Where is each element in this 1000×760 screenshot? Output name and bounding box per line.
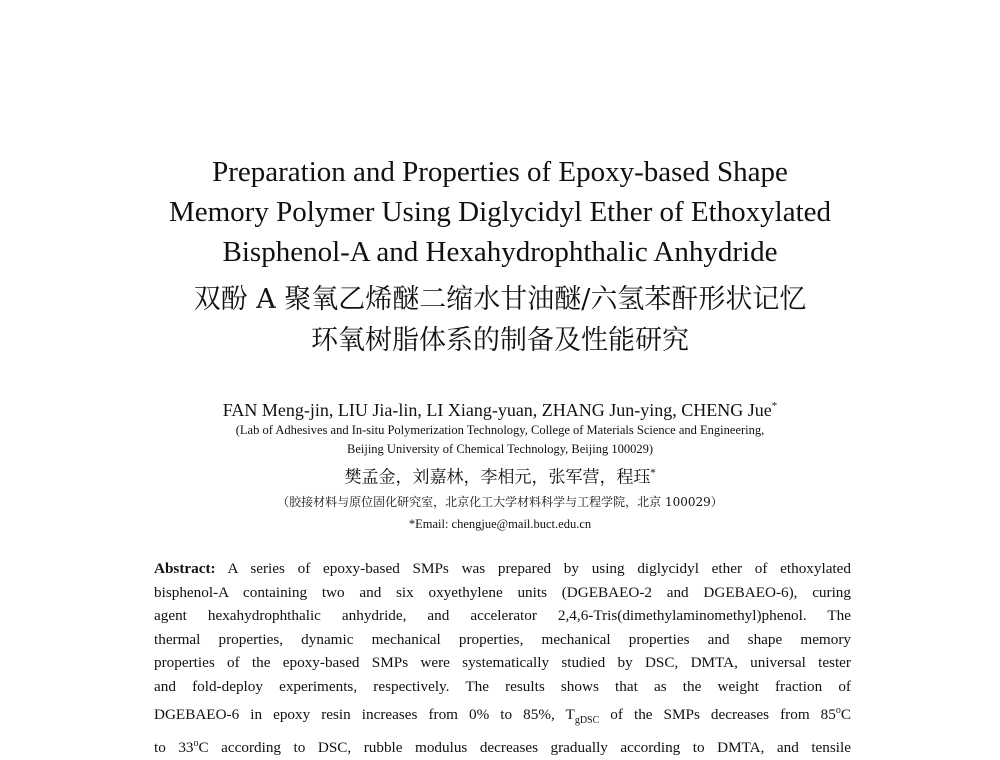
abstract-line-8-b: C according to DSC, rubble modulus decreases gradually according to DMTA, and tensile [198,739,851,757]
title-cn-line-2: 环氧树脂体系的制备及性能研究 [311,325,689,356]
paper-title-english [100,152,900,272]
abstract-line-2: bisphenol-A containing two and six oxyethylene units (DGEBAEO-2 and DGEBAEO-6), curing [154,583,851,601]
abstract-line-1 [154,557,851,581]
contact-email: *Email: chengjue@mail.buct.edu.cn [408,517,592,531]
affiliation-en-line-2: Beijing University of Chemical Technology, Beijing 100029) [346,442,654,456]
abstract-line-8 [154,732,851,760]
authors-en-names: FAN Meng-jin, LIU Jia-lin, LI Xiang-yuan, ZHANG Jun-ying, CHENG Jue [222,400,772,420]
authors-cn-names: 樊孟金，刘嘉林，李相元，张军营，程珏 [344,467,651,488]
abstract-line-3: agent hexahydrophthalic anhydride, and accelerator 2,4,6-Tris(dimethylaminomethyl)phenol. The [154,607,851,625]
abstract-line-6: and fold-deploy experiments, respectively. The results shows that as the weight fraction of [154,677,851,695]
affiliation-english [100,421,900,459]
abstract-line-7-c: C [840,705,851,723]
degree-mark-2: o [193,738,199,750]
abstract-line-7-b: of the SMPs decreases from 85 [599,705,836,723]
title-en-line-3: Bisphenol-A and Hexahydrophthalic Anhydride [222,236,778,268]
affiliation-chinese: （胶接材料与原位固化研究室，北京化工大学材料科学与工程学院，北京 100029） [277,495,723,509]
corresponding-author-mark: * [771,400,778,412]
title-en-line-1: Preparation and Properties of Epoxy-based Shape [212,156,788,188]
degree-mark: o [835,704,841,716]
abstract-line-5: properties of the epoxy-based SMPs were systematically studied by DSC, DMTA, universal tester [154,654,851,672]
paper-title-chinese [100,279,900,361]
affiliation-en-line-1: (Lab of Adhesives and In-situ Polymerization Technology, College of Materials Science and Engineering, [235,423,765,437]
abstract-line-4: thermal properties, dynamic mechanical properties, mechanical properties and shape memory [154,630,851,648]
corresponding-author-mark-cn: * [650,468,656,479]
abstract [154,557,851,760]
title-cn-line-1: 双酚 A 聚氧乙烯醚二缩水甘油醚/六氢苯酐形状记忆 [193,284,807,315]
abstract-line-1-text: A series of epoxy-based SMPs was prepared by using diglycidyl ether of ethoxylated [215,560,851,577]
authors-chinese [100,462,900,490]
abstract-line-7-a: DGEBAEO-6 in epoxy resin increases from 0% to 85%, T [154,705,575,723]
abstract-line-8-a: to 33 [154,739,194,757]
abstract-label: Abstract: [154,560,216,577]
abstract-line-7 [154,699,851,733]
tg-dsc-subscript: gDSC [574,714,600,726]
title-en-line-2: Memory Polymer Using Diglycidyl Ether of Ethoxylated [168,196,832,228]
authors-english [100,395,900,421]
